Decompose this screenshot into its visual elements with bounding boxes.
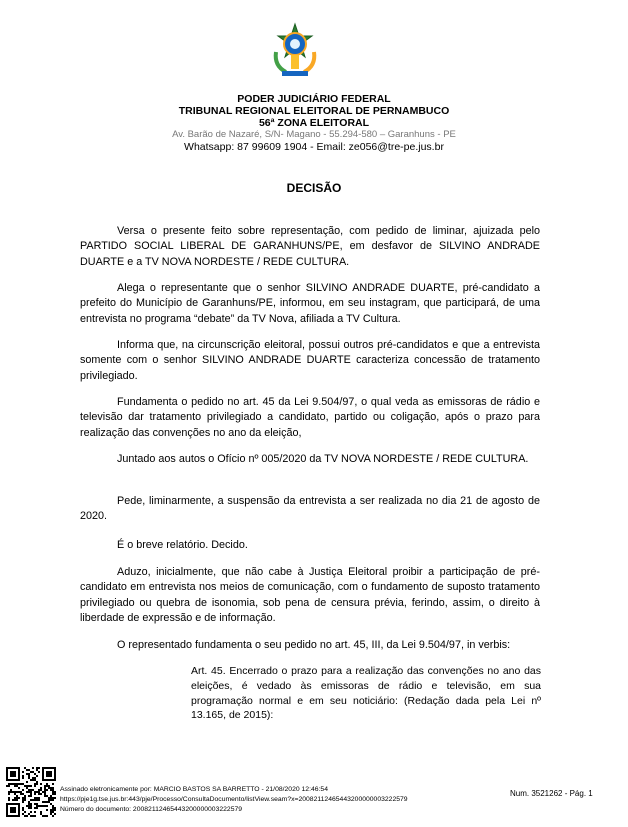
document-number: Número do documento: 20082112465443200000003222579 — [60, 806, 243, 813]
paragraph-5: Juntado aos autos o Ofício nº 005/2020 da TV NOVA NORDESTE / REDE CULTURA. — [117, 453, 529, 465]
paragraph-8: Aduzo, inicialmente, que não cabe à Justiça Eleitoral proibir a participação de pré-candidato em entrevista nos meios de comunicação, com o fundamento de suposto tratamento privilegiado ou quebra de isonomia, sob pena de censura prévia, ferindo, assim, o direito à liberdade de expressão e de informação. — [80, 566, 540, 625]
paragraph-2: Alega o representante que o senhor SILVINO ANDRADE DUARTE, pré-candidato a prefeito do Município de Garanhuns/PE, informou, em seu instagram, que participará, de uma entrevista no programa “debate” da TV Nova, afiliada a TV Cultura. — [80, 282, 540, 325]
qr-code-icon[interactable] — [6, 767, 56, 817]
signature-line: Assinado eletronicamente por: MARCIO BASTOS SA BARRETTO - 21/08/2020 12:46:54 — [60, 786, 328, 793]
legal-quote: Art. 45. Encerrado o prazo para a realização das convenções no ano das eleições, é vedado às emissoras de rádio e televisão, em sua programação normal e em seu noticiário: (Redação dada pela Lei nº 13.165, de 2015): — [191, 665, 541, 722]
header-address: Av. Barão de Nazaré, S/N- Magano - 55.294-580 – Garanhuns - PE — [172, 129, 456, 140]
paragraph-3: Informa que, na circunscrição eleitoral, possui outros pré-candidatos e que a entrevista somente com o senhor SILVINO ANDRADE DUARTE caracteriza concessão de tratamento privilegiado. — [80, 339, 540, 382]
header-line-1: PODER JUDICIÁRIO FEDERAL — [237, 93, 391, 105]
page-number: Num. 3521262 - Pág. 1 — [510, 789, 593, 798]
paragraph-6: Pede, liminarmente, a suspensão da entrevista a ser realizada no dia 21 de agosto de 2020. — [80, 495, 540, 523]
paragraph-9: O representado fundamenta o seu pedido no art. 45, III, da Lei 9.504/97, in verbis: — [117, 639, 511, 651]
paragraph-7: É o breve relatório. Decido. — [117, 539, 248, 551]
header-line-3: 56ª ZONA ELEITORAL — [258, 117, 370, 129]
paragraph-1: Versa o presente feito sobre representação, com pedido de liminar, ajuizada pelo PARTIDO SOCIAL LIBERAL DE GARANHUNS/PE, em desfavor de SILVINO ANDRADE DUARTE e a TV NOVA NORDESTE / REDE CULTURA. — [80, 225, 540, 268]
header-line-2: TRIBUNAL REGIONAL ELEITORAL DE PERNAMBUCO — [178, 105, 450, 117]
document-title: DECISÃO — [286, 181, 342, 195]
document-url[interactable]: https://pje1g.tse.jus.br:443/pje/Processo/ConsultaDocumento/listView.seam?x=20082112465443200000003222579 — [60, 796, 408, 803]
brazil-coat-of-arms-icon — [270, 22, 320, 80]
header-contact: Whatsapp: 87 99609 1904 - Email: ze056@tre-pe.jus.br — [184, 141, 444, 153]
paragraph-4: Fundamenta o pedido no art. 45 da Lei 9.504/97, o qual veda as emissoras de rádio e televisão dar tratamento privilegiado a candidato, partido ou coligação, após o prazo para realização das convenções no ano da eleição, — [80, 396, 540, 439]
